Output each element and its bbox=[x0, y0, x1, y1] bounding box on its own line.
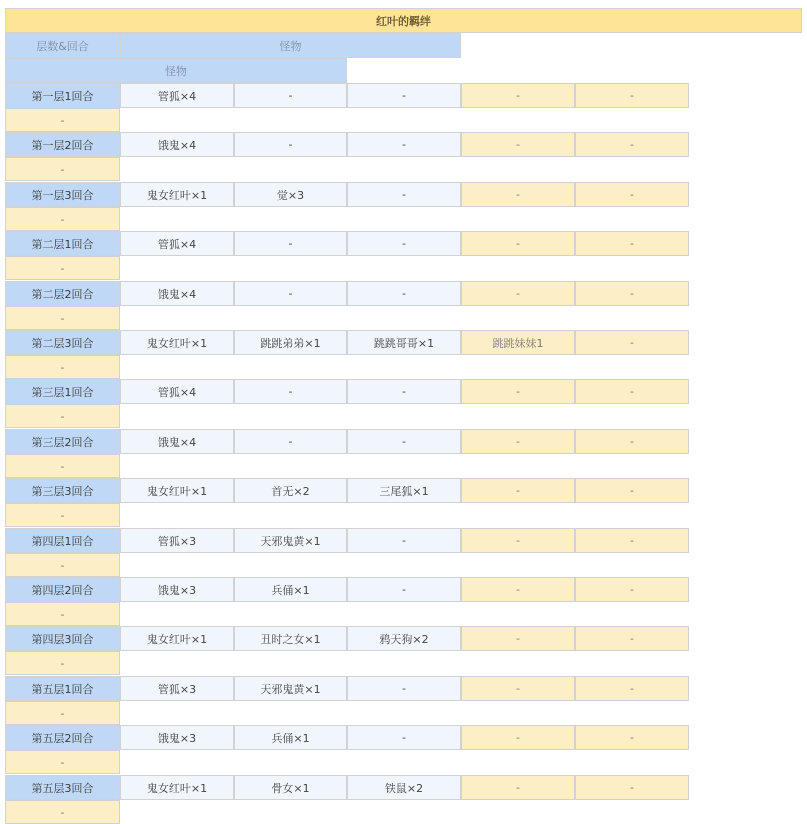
monster-cell: 管狐×4 bbox=[120, 379, 234, 404]
monster-cell: 天邪鬼黄×1 bbox=[234, 528, 347, 553]
row-label: 第二层3回合 bbox=[5, 330, 120, 355]
row-note: - bbox=[5, 651, 120, 675]
row-label: 第五层2回合 bbox=[5, 725, 120, 750]
monster-cell: - bbox=[347, 725, 461, 750]
row-note: - bbox=[5, 256, 120, 280]
row-label: 第三层2回合 bbox=[5, 429, 120, 454]
monster-cell: 饿鬼×3 bbox=[120, 577, 234, 602]
monster-cell: - bbox=[461, 577, 575, 602]
monster-cell: 跳跳妹妹1 bbox=[461, 330, 575, 355]
monster-cell: - bbox=[575, 478, 689, 503]
monster-cell: - bbox=[234, 83, 347, 108]
monster-cell: - bbox=[575, 725, 689, 750]
row-note: - bbox=[5, 306, 120, 330]
row-note: - bbox=[5, 355, 120, 379]
monster-cell: - bbox=[347, 528, 461, 553]
monster-cell: 鬼女红叶×1 bbox=[120, 775, 234, 800]
monster-cell: 跳跳弟弟×1 bbox=[234, 330, 347, 355]
monster-cell: - bbox=[575, 330, 689, 355]
monster-cell: - bbox=[461, 725, 575, 750]
monster-cell: - bbox=[347, 379, 461, 404]
monster-cell: - bbox=[575, 429, 689, 454]
monster-cell: - bbox=[347, 281, 461, 306]
monster-cell: - bbox=[575, 775, 689, 800]
monster-cell: 丑时之女×1 bbox=[234, 626, 347, 651]
monster-cell: - bbox=[461, 626, 575, 651]
row-label: 第四层2回合 bbox=[5, 577, 120, 602]
row-label: 第二层2回合 bbox=[5, 281, 120, 306]
monster-cell: - bbox=[461, 379, 575, 404]
monster-cell: - bbox=[234, 132, 347, 157]
monster-cell: - bbox=[575, 577, 689, 602]
row-note: - bbox=[5, 207, 120, 231]
monster-cell: - bbox=[347, 429, 461, 454]
row-label: 第三层3回合 bbox=[5, 478, 120, 503]
monster-cell: 饿鬼×4 bbox=[120, 429, 234, 454]
monster-cell: - bbox=[575, 528, 689, 553]
monster-cell: 鬼女红叶×1 bbox=[120, 626, 234, 651]
row-note: - bbox=[5, 108, 120, 132]
row-label: 第三层1回合 bbox=[5, 379, 120, 404]
monster-cell: - bbox=[575, 379, 689, 404]
row-note: - bbox=[5, 157, 120, 181]
row-label: 第五层1回合 bbox=[5, 676, 120, 701]
monster-cell: 铁鼠×2 bbox=[347, 775, 461, 800]
monster-cell: 饿鬼×4 bbox=[120, 132, 234, 157]
monster-cell: 鬼女红叶×1 bbox=[120, 182, 234, 207]
monster-cell: 管狐×3 bbox=[120, 676, 234, 701]
monster-cell: 兵俑×1 bbox=[234, 577, 347, 602]
row-note: - bbox=[5, 553, 120, 577]
monster-cell: - bbox=[575, 676, 689, 701]
row-note: - bbox=[5, 602, 120, 626]
monster-cell: - bbox=[575, 83, 689, 108]
monster-cell: - bbox=[461, 182, 575, 207]
monster-cell: - bbox=[234, 429, 347, 454]
monster-cell: 鸦天狗×2 bbox=[347, 626, 461, 651]
monster-cell: - bbox=[347, 676, 461, 701]
monster-cell: - bbox=[461, 83, 575, 108]
monster-cell: 饿鬼×4 bbox=[120, 281, 234, 306]
monster-cell: - bbox=[347, 577, 461, 602]
monster-cell: 觉×3 bbox=[234, 182, 347, 207]
row-note: - bbox=[5, 750, 120, 774]
monster-cell: 首无×2 bbox=[234, 478, 347, 503]
monster-cell: 鬼女红叶×1 bbox=[120, 330, 234, 355]
monster-cell: 天邪鬼黄×1 bbox=[234, 676, 347, 701]
monster-cell: - bbox=[575, 132, 689, 157]
row-note: - bbox=[5, 503, 120, 527]
monster-cell: - bbox=[575, 281, 689, 306]
monster-cell: - bbox=[234, 231, 347, 256]
monster-cell: - bbox=[347, 231, 461, 256]
monster-cell: 鬼女红叶×1 bbox=[120, 478, 234, 503]
monster-cell: 管狐×4 bbox=[120, 83, 234, 108]
monster-cell: - bbox=[461, 231, 575, 256]
row-label: 第五层3回合 bbox=[5, 775, 120, 800]
row-label: 第一层2回合 bbox=[5, 132, 120, 157]
monster-cell: 跳跳哥哥×1 bbox=[347, 330, 461, 355]
row-label: 第一层1回合 bbox=[5, 83, 120, 108]
monster-cell: - bbox=[461, 775, 575, 800]
monster-cell: - bbox=[575, 231, 689, 256]
monster-cell: - bbox=[461, 281, 575, 306]
row-label: 第一层3回合 bbox=[5, 182, 120, 207]
row-note: - bbox=[5, 800, 120, 824]
monster-cell: 骨女×1 bbox=[234, 775, 347, 800]
monster-cell: - bbox=[575, 182, 689, 207]
monster-cell: - bbox=[461, 676, 575, 701]
monster-cell: 饿鬼×3 bbox=[120, 725, 234, 750]
row-note: - bbox=[5, 701, 120, 725]
row-label: 第四层3回合 bbox=[5, 626, 120, 651]
monster-cell: 管狐×4 bbox=[120, 231, 234, 256]
monster-cell: - bbox=[575, 626, 689, 651]
monster-cell: - bbox=[461, 528, 575, 553]
monster-cell: - bbox=[461, 132, 575, 157]
monster-cell: - bbox=[234, 379, 347, 404]
monster-cell: - bbox=[347, 83, 461, 108]
table-title: 红叶的羁绊 bbox=[5, 8, 802, 33]
header-floor-round: 层数&回合 bbox=[5, 33, 120, 58]
monster-cell: 兵俑×1 bbox=[234, 725, 347, 750]
row-note: - bbox=[5, 404, 120, 428]
monster-cell: - bbox=[347, 132, 461, 157]
header-monster-sub: 怪物 bbox=[5, 58, 347, 83]
row-note: - bbox=[5, 454, 120, 478]
monster-cell: - bbox=[461, 478, 575, 503]
monster-cell: - bbox=[347, 182, 461, 207]
monster-cell: - bbox=[234, 281, 347, 306]
row-label: 第四层1回合 bbox=[5, 528, 120, 553]
monster-cell: - bbox=[461, 429, 575, 454]
monster-cell: 三尾狐×1 bbox=[347, 478, 461, 503]
monster-cell: 管狐×3 bbox=[120, 528, 234, 553]
header-monster: 怪物 bbox=[120, 33, 461, 58]
row-label: 第二层1回合 bbox=[5, 231, 120, 256]
